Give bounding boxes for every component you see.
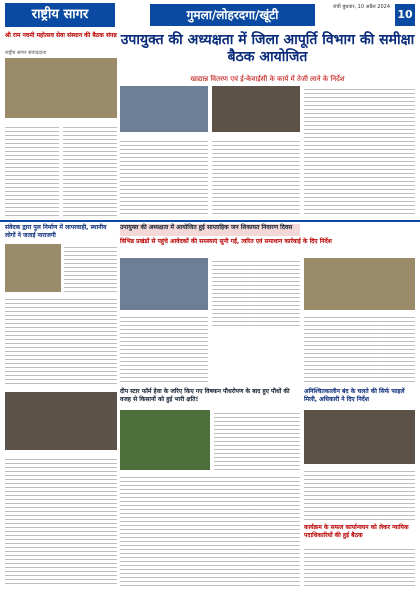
masthead <box>0 0 420 32</box>
fire-headline: दीप स्टार फॉर्म हेवा के जरिए किए गए विषकन पौधरोपण के बाद हुए पौधों की वजह से किसानों को हुई भारी क्षति! <box>120 388 290 403</box>
left-text-col-1 <box>5 124 59 218</box>
forest-photo <box>120 410 210 470</box>
left-text-col-2 <box>63 124 117 218</box>
box-title: उपायुक्त की अध्यक्षता में आयोजित हुई साप्ताहिक जन शिकायत निवारण दिवस <box>120 224 300 236</box>
page-number: 10 <box>395 4 415 26</box>
meeting-photo-1 <box>120 86 208 132</box>
meeting-text <box>304 546 415 586</box>
meeting-photo-2 <box>212 86 300 132</box>
fire-text-2 <box>120 474 300 586</box>
meeting-headline: कार्यक्रम के सफल कार्यान्वयन को लेकर न्यायिक पदाधिकारियों की हुई बैठक <box>304 524 409 539</box>
crowd-photo <box>5 392 117 450</box>
edition-date: रांची बुधवार, 10 अप्रैल 2024 <box>333 4 390 10</box>
mid-text-col-2 <box>120 314 208 384</box>
left-headline: श्री राम नवमी महोत्सव सेवा संस्थान की बैठक संपन्न <box>5 32 117 39</box>
right-headline: अनिश्चितकालीन बंद के चलते की सिर्फ फाइलें मिली, अधिकारी ने दिए निर्देश <box>304 388 405 403</box>
lead-text-col-2 <box>212 138 300 216</box>
section-title: गुमला/लोहरदगा/खूंटी <box>150 4 315 26</box>
mid-text-col-1 <box>212 258 300 328</box>
rally-photo <box>5 58 117 118</box>
mid-headline: विभिन्न प्रखंडों से पहुंचे आवेदकों की समस्याएं सुनी गईं, त्वरित एवं समाधान कार्रवाई के दिए निर्देश <box>120 238 332 245</box>
right-text <box>304 468 415 520</box>
section-divider <box>0 220 420 222</box>
brand-logo: राष्ट्रीय सागर <box>5 3 115 27</box>
bottom-left-text-1 <box>64 244 117 292</box>
mid-text-col-3 <box>304 314 415 384</box>
grievance-photo <box>120 258 208 310</box>
lead-subhead: खाद्यान्न वितरण एवं ई-केवाईसी के कार्य में तेजी लाने के निर्देश <box>190 75 345 83</box>
lead-text-right <box>304 86 415 216</box>
right-photo <box>304 410 415 464</box>
lead-headline: उपायुक्त की अध्यक्षता में जिला आपूर्ति विभाग की समीक्षा बैठक आयोजित <box>120 32 415 65</box>
bottom-left-headline: संवेदक द्वारा पुल निर्माण में लापरवाही, स्थानीय लोगों ने जताई नाराजगी <box>5 224 107 239</box>
left-tag: राष्ट्रीय सागर संवाददाता <box>5 50 47 56</box>
fire-text-1 <box>214 410 300 470</box>
lead-text-col-1 <box>120 138 208 216</box>
bottom-left-text-3 <box>5 456 117 586</box>
bridge-photo <box>5 244 61 292</box>
bottom-left-text-2 <box>5 296 117 386</box>
officials-photo <box>304 258 415 310</box>
